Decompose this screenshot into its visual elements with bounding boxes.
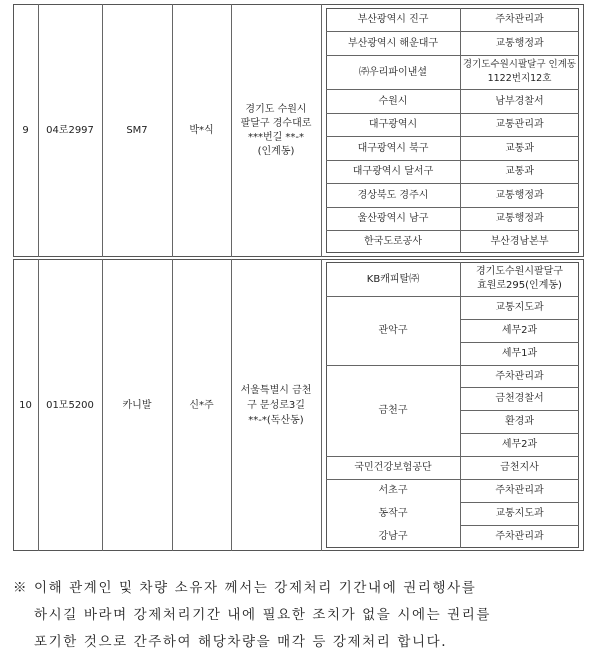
creditor-org: 금천구 [378, 405, 408, 416]
owner-name: 박*식 [189, 125, 214, 136]
creditor-org: 부산광역시 진구 [357, 14, 429, 25]
creditor-dept: 주차관리과 [495, 370, 544, 382]
creditor-dept: 주차관리과 [495, 14, 544, 25]
address-line: 경기도 수원시 [245, 103, 307, 115]
creditor-dept: 교통행정과 [495, 189, 544, 201]
address-line: (인계동) [257, 145, 295, 157]
creditor-dept: 세무2과 [501, 439, 538, 450]
address-line: ***번길 **-* [247, 131, 305, 143]
vehicle-plate: 01모5200 [46, 399, 94, 411]
record-no: 10 [19, 399, 32, 411]
owner-address [231, 259, 321, 551]
creditor-dept [460, 262, 579, 296]
creditor-org: 대구광역시 북구 [357, 142, 429, 154]
creditor-dept: 교통지도과 [495, 508, 544, 519]
creditor-dept: 남부경찰서 [495, 95, 544, 107]
vehicle-model: SM7 [126, 125, 148, 136]
address-line: 구 문성로3길 [247, 399, 305, 411]
notice-line: 하시길 바라며 강제처리기간 내에 필요한 조치가 없을 시에는 권리를 [34, 607, 492, 623]
creditor-org: 서초구 [378, 485, 408, 496]
creditor-dept: 경기도수원시팔달구 인계동1122번지12호 [462, 59, 577, 84]
creditor-org: 관악구 [378, 325, 408, 336]
creditor-dept: 세무2과 [501, 325, 538, 336]
divider [321, 4, 322, 257]
creditor-dept: 세무1과 [501, 348, 538, 359]
divider [321, 259, 322, 551]
vehicle-plate: 04로2997 [46, 125, 94, 136]
creditor-org: 국민건강보험공단 [354, 462, 432, 473]
creditor-dept: 금천지사 [500, 462, 539, 473]
creditor-org: 수원시 [378, 95, 408, 107]
dept-line: 효원로295(인계동) [477, 280, 562, 291]
notice-line: ※ 이해 관계인 및 차량 소유자 께서는 강제처리 기간내에 권리행사를 [13, 580, 477, 596]
creditor-org: KB캐피탈㈜ [366, 273, 420, 285]
creditor-org: 경상북도 경주시 [357, 189, 429, 201]
creditor-dept: 교통관리과 [495, 119, 544, 130]
owner-name: 신*주 [189, 399, 214, 411]
creditor-org: 부산광역시 해운대구 [347, 37, 439, 49]
creditor-dept: 교통과 [505, 142, 534, 154]
creditor-dept: 환경과 [505, 416, 534, 427]
creditor-org: 대구광역시 [368, 119, 418, 130]
address-line: **-*(독산동) [248, 414, 304, 426]
creditor-dept: 주차관리과 [495, 531, 544, 542]
record-no: 9 [22, 125, 29, 136]
creditor-org: 울산광역시 남구 [357, 213, 429, 224]
vehicle-model: 카니발 [122, 399, 152, 411]
dept-line: 경기도수원시팔달구 [476, 266, 563, 277]
notice-line: 포기한 것으로 간주하여 해당차량을 매각 등 강제처리 합니다. [34, 634, 448, 650]
address-line: 팔달구 경수대로 [240, 117, 312, 129]
creditor-dept: 교통지도과 [495, 302, 544, 313]
creditor-dept: 교통행정과 [495, 213, 544, 224]
creditor-dept: 교통과 [505, 166, 534, 177]
creditor-dept: 교통행정과 [495, 37, 544, 49]
creditor-org: 강남구 [378, 531, 408, 542]
owner-address [231, 4, 321, 257]
creditor-dept: 주차관리과 [495, 485, 544, 496]
creditor-dept: 금천경찰서 [495, 393, 544, 404]
address-line: 서울특별시 금천 [240, 384, 312, 396]
creditor-org: ㈜우리파이낸셜 [359, 66, 427, 78]
creditor-org: 동작구 [378, 508, 408, 519]
creditor-dept: 부산경남본부 [490, 236, 549, 247]
creditor-org: 한국도로공사 [364, 236, 422, 247]
creditor-org: 대구광역시 달서구 [352, 166, 434, 177]
